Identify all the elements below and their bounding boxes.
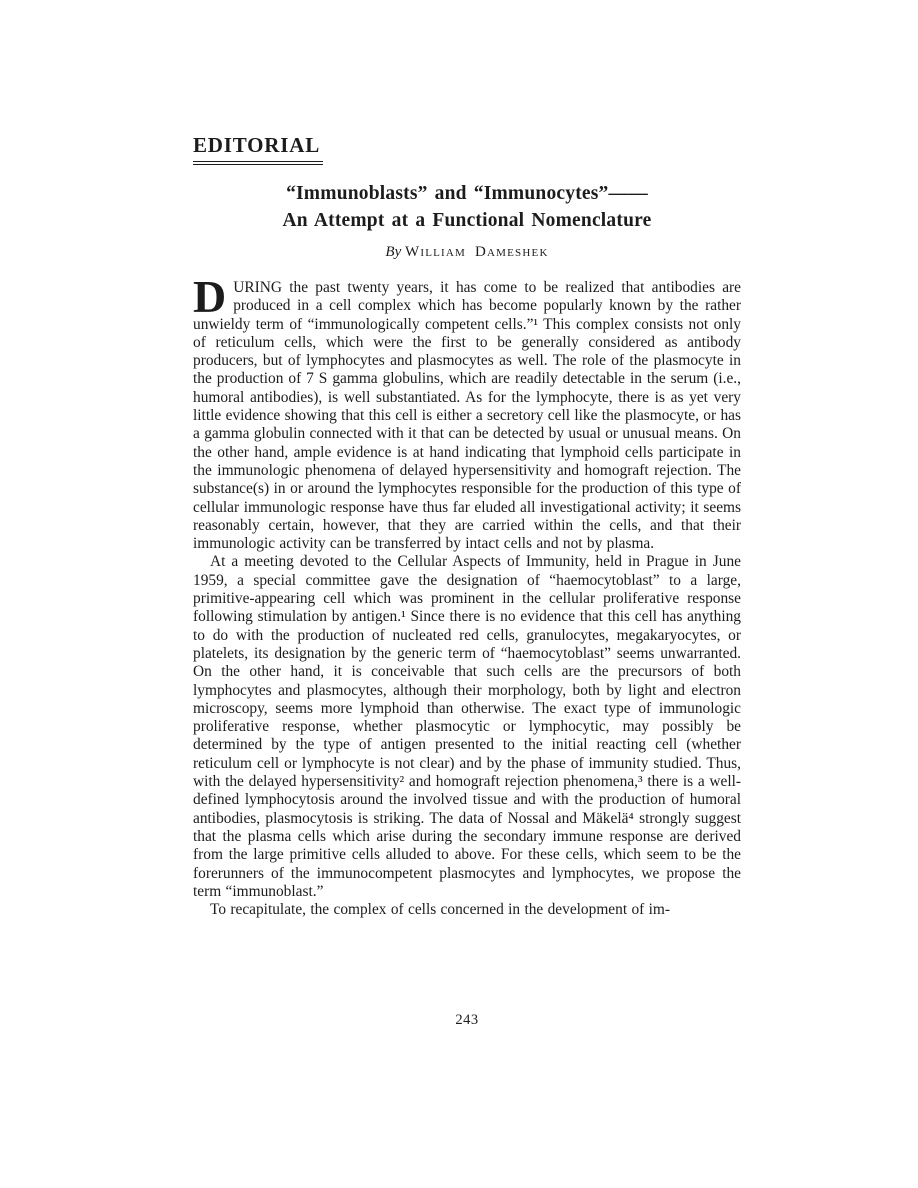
article-body bbox=[193, 271, 741, 919]
body-paragraph-3: To recapitulate, the complex of cells concerned in the development of im- bbox=[210, 901, 670, 919]
byline-prefix: By bbox=[385, 244, 402, 260]
article-title-line2: An Attempt at a Functional Nomenclature bbox=[282, 210, 652, 231]
body-paragraph-1 bbox=[193, 271, 741, 553]
page-number: 243 bbox=[455, 1012, 479, 1028]
article-title-line1: “Immunoblasts” and “Immunocytes”—— bbox=[286, 183, 648, 204]
author-name: William Dameshek bbox=[404, 244, 549, 260]
article-title bbox=[193, 180, 741, 234]
section-label: EDITORIAL bbox=[193, 133, 323, 165]
byline bbox=[193, 244, 741, 261]
dropcap-letter: D bbox=[193, 271, 227, 322]
body-paragraph-2: At a meeting devoted to the Cellular Aspects of Immunity, held in Prague in June 1959, a special committee gave the designation of “haemocytoblast” to a large, primitive-appearing cell which was prominent in the cellular proliferative response following stimulation by antigen.¹ Since there is no evidence that this cell has anything to do with the production of nucleated red cells, granulocytes, megakaryocytes, or platelets, its designation by the generic term of “haemocytoblast” seems unwarranted. On the other hand, it is conceivable that such cells are the precursors of both lymphocytes and plasmocytes, although their morphology, both by light and electron microscopy, seems more lymphoid than otherwise. The exact type of immunologic proliferative response, whether plasmocytic or lymphocytic, may possibly be determined by the type of antigen presented to the initial reacting cell (whether reticulum cell or lymphocyte is not clear) and by the phase of immunity studied. Thus, with the delayed hypersensitivity² and homograft rejection phenomena,³ there is a well-defined lymphocytosis around the involved tissue and with the production of humoral antibodies, plasmocytosis is striking. The data of Nossal and Mäkelä⁴ strongly suggest that the plasma cells which arise during the secondary immune response are derived from the large primitive cells alluded to above. For these cells, which seem to be the forerunners of the immunocompetent plasmocytes and lymphocytes, we propose the term “immunoblast.” bbox=[193, 553, 741, 900]
paragraph-1-text: URING the past twenty years, it has come to be realized that antibodies are produced in a cell complex which has become popularly known by the rather unwieldy term of “immunologically competent cells.”¹ This complex consists not only of reticulum cells, which were the first to be generally considered as antibody producers, but of lymphocytes and plasmocytes as well. The role of the plasmocyte in the production of 7 S gamma globulins, which are readily detectable in the serum (i.e., humoral antibodies), is well substantiated. As for the lymphocyte, there is as yet very little evidence showing that this cell is either a secretory cell like the plasmocyte, or has a gamma globulin connected with it that can be detected by usual or unusual means. On the other hand, ample evidence is at hand indicating that lymphoid cells participate in the immunologic phenomena of delayed hypersensitivity and homograft rejection. The substance(s) in or around the lymphocytes responsible for the production of this type of cellular immunologic response have thus far eluded all investigational activity; it seems reasonably certain, however, that they are carried within the cells, and that their immunologic activity can be transferred by intact cells and not by plasma. bbox=[193, 279, 741, 553]
